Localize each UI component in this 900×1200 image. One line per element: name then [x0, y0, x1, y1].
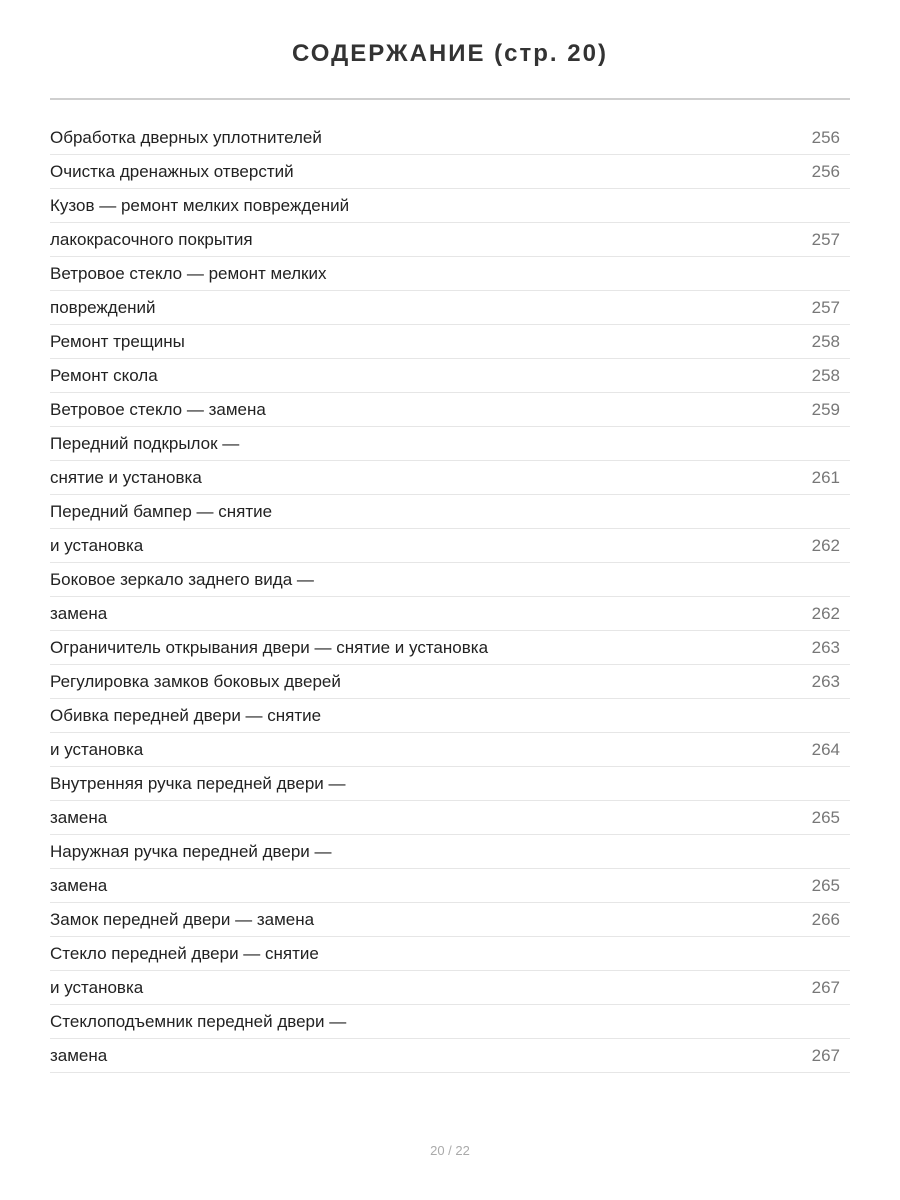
toc-entry-title: Обивка передней двери — снятие: [50, 705, 322, 725]
toc-entry: [50, 733, 850, 767]
page-number: 20 / 22: [430, 1143, 470, 1158]
toc-entry-page: 267: [811, 977, 840, 997]
toc-entry-title: и установка: [50, 535, 144, 555]
toc-entry-title: Ограничитель открывания двери — снятие и установка: [50, 637, 489, 657]
toc-entry: [50, 495, 850, 529]
toc-entry-page: 257: [811, 229, 840, 249]
toc-entry: [50, 121, 850, 155]
toc-entry-title: Ремонт трещины: [50, 331, 185, 351]
toc-entry-title: и установка: [50, 977, 144, 997]
toc-entry-title: Стеклоподъемник передней двери —: [50, 1011, 347, 1031]
toc-entry-title: замена: [50, 603, 108, 623]
page-title: СОДЕРЖАНИЕ (стр. 20): [292, 40, 608, 67]
toc-entry-page: 264: [811, 739, 840, 759]
toc-entry-title: и установка: [50, 739, 144, 759]
toc-entry-title: Обработка дверных уплотнителей: [50, 127, 322, 147]
toc-entry: [50, 291, 850, 325]
toc-entry-title: лакокрасочного покрытия: [50, 229, 253, 249]
toc-entry-title: Наружная ручка передней двери —: [50, 841, 332, 861]
toc-entry: [50, 257, 850, 291]
toc-entry-page: 258: [811, 365, 840, 385]
toc-entry: [50, 971, 850, 1005]
toc-entry-title: Передний подкрылок —: [50, 433, 240, 453]
toc-entry-page: 261: [811, 467, 840, 487]
toc-entry-title: Ремонт скола: [50, 365, 158, 385]
toc-entry-title: Передний бампер — снятие: [50, 501, 273, 521]
toc-entry-title: повреждений: [50, 297, 156, 317]
toc-entry-title: замена: [50, 807, 108, 827]
toc-entry-title: Стекло передней двери — снятие: [50, 943, 319, 963]
toc-entry: [50, 801, 850, 835]
toc-entry-title: снятие и установка: [50, 467, 202, 487]
title-divider: [50, 98, 850, 100]
toc-entry: [50, 325, 850, 359]
toc-entry: [50, 223, 850, 257]
toc-entry-page: 262: [811, 535, 840, 555]
toc-entry-title: Замок передней двери — замена: [50, 909, 315, 929]
toc-entry-title: замена: [50, 875, 108, 895]
toc-entry: [50, 155, 850, 189]
toc-entry-title: Ветровое стекло — замена: [50, 399, 266, 419]
toc-entry-title: Боковое зеркало заднего вида —: [50, 569, 314, 589]
toc-entry: [50, 393, 850, 427]
toc-entry: [50, 937, 850, 971]
toc-entry: [50, 665, 850, 699]
toc-entry: [50, 767, 850, 801]
toc-entry-page: 258: [811, 331, 840, 351]
toc-entry-page: 265: [811, 875, 840, 895]
toc-entry: [50, 631, 850, 665]
toc-entry-title: Регулировка замков боковых дверей: [50, 671, 341, 691]
toc-entry: [50, 427, 850, 461]
toc-entry-page: 265: [811, 807, 840, 827]
toc-entry: [50, 835, 850, 869]
toc-entry-title: Кузов — ремонт мелких повреждений: [50, 195, 350, 215]
toc-entry: [50, 189, 850, 223]
toc-entry-page: 263: [811, 637, 840, 657]
table-of-contents: [50, 121, 850, 1073]
toc-entry: [50, 597, 850, 631]
toc-entry-title: замена: [50, 1045, 108, 1065]
toc-entry-title: Очистка дренажных отверстий: [50, 161, 294, 181]
toc-entry: [50, 903, 850, 937]
toc-entry: [50, 529, 850, 563]
toc-entry: [50, 359, 850, 393]
toc-entry-page: 256: [811, 161, 840, 181]
toc-entry-page: 257: [811, 297, 840, 317]
toc-entry: [50, 699, 850, 733]
toc-entry-page: 267: [811, 1045, 840, 1065]
toc-entry: [50, 1039, 850, 1073]
toc-entry-page: 263: [811, 671, 840, 691]
toc-entry-title: Внутренняя ручка передней двери —: [50, 773, 346, 793]
toc-entry: [50, 461, 850, 495]
toc-entry-page: 259: [811, 399, 840, 419]
toc-entry: [50, 1005, 850, 1039]
toc-entry-page: 262: [811, 603, 840, 623]
toc-entry-page: 256: [811, 127, 840, 147]
toc-entry: [50, 563, 850, 597]
toc-entry-title: Ветровое стекло — ремонт мелких: [50, 263, 327, 283]
toc-entry-page: 266: [811, 909, 840, 929]
toc-entry: [50, 869, 850, 903]
